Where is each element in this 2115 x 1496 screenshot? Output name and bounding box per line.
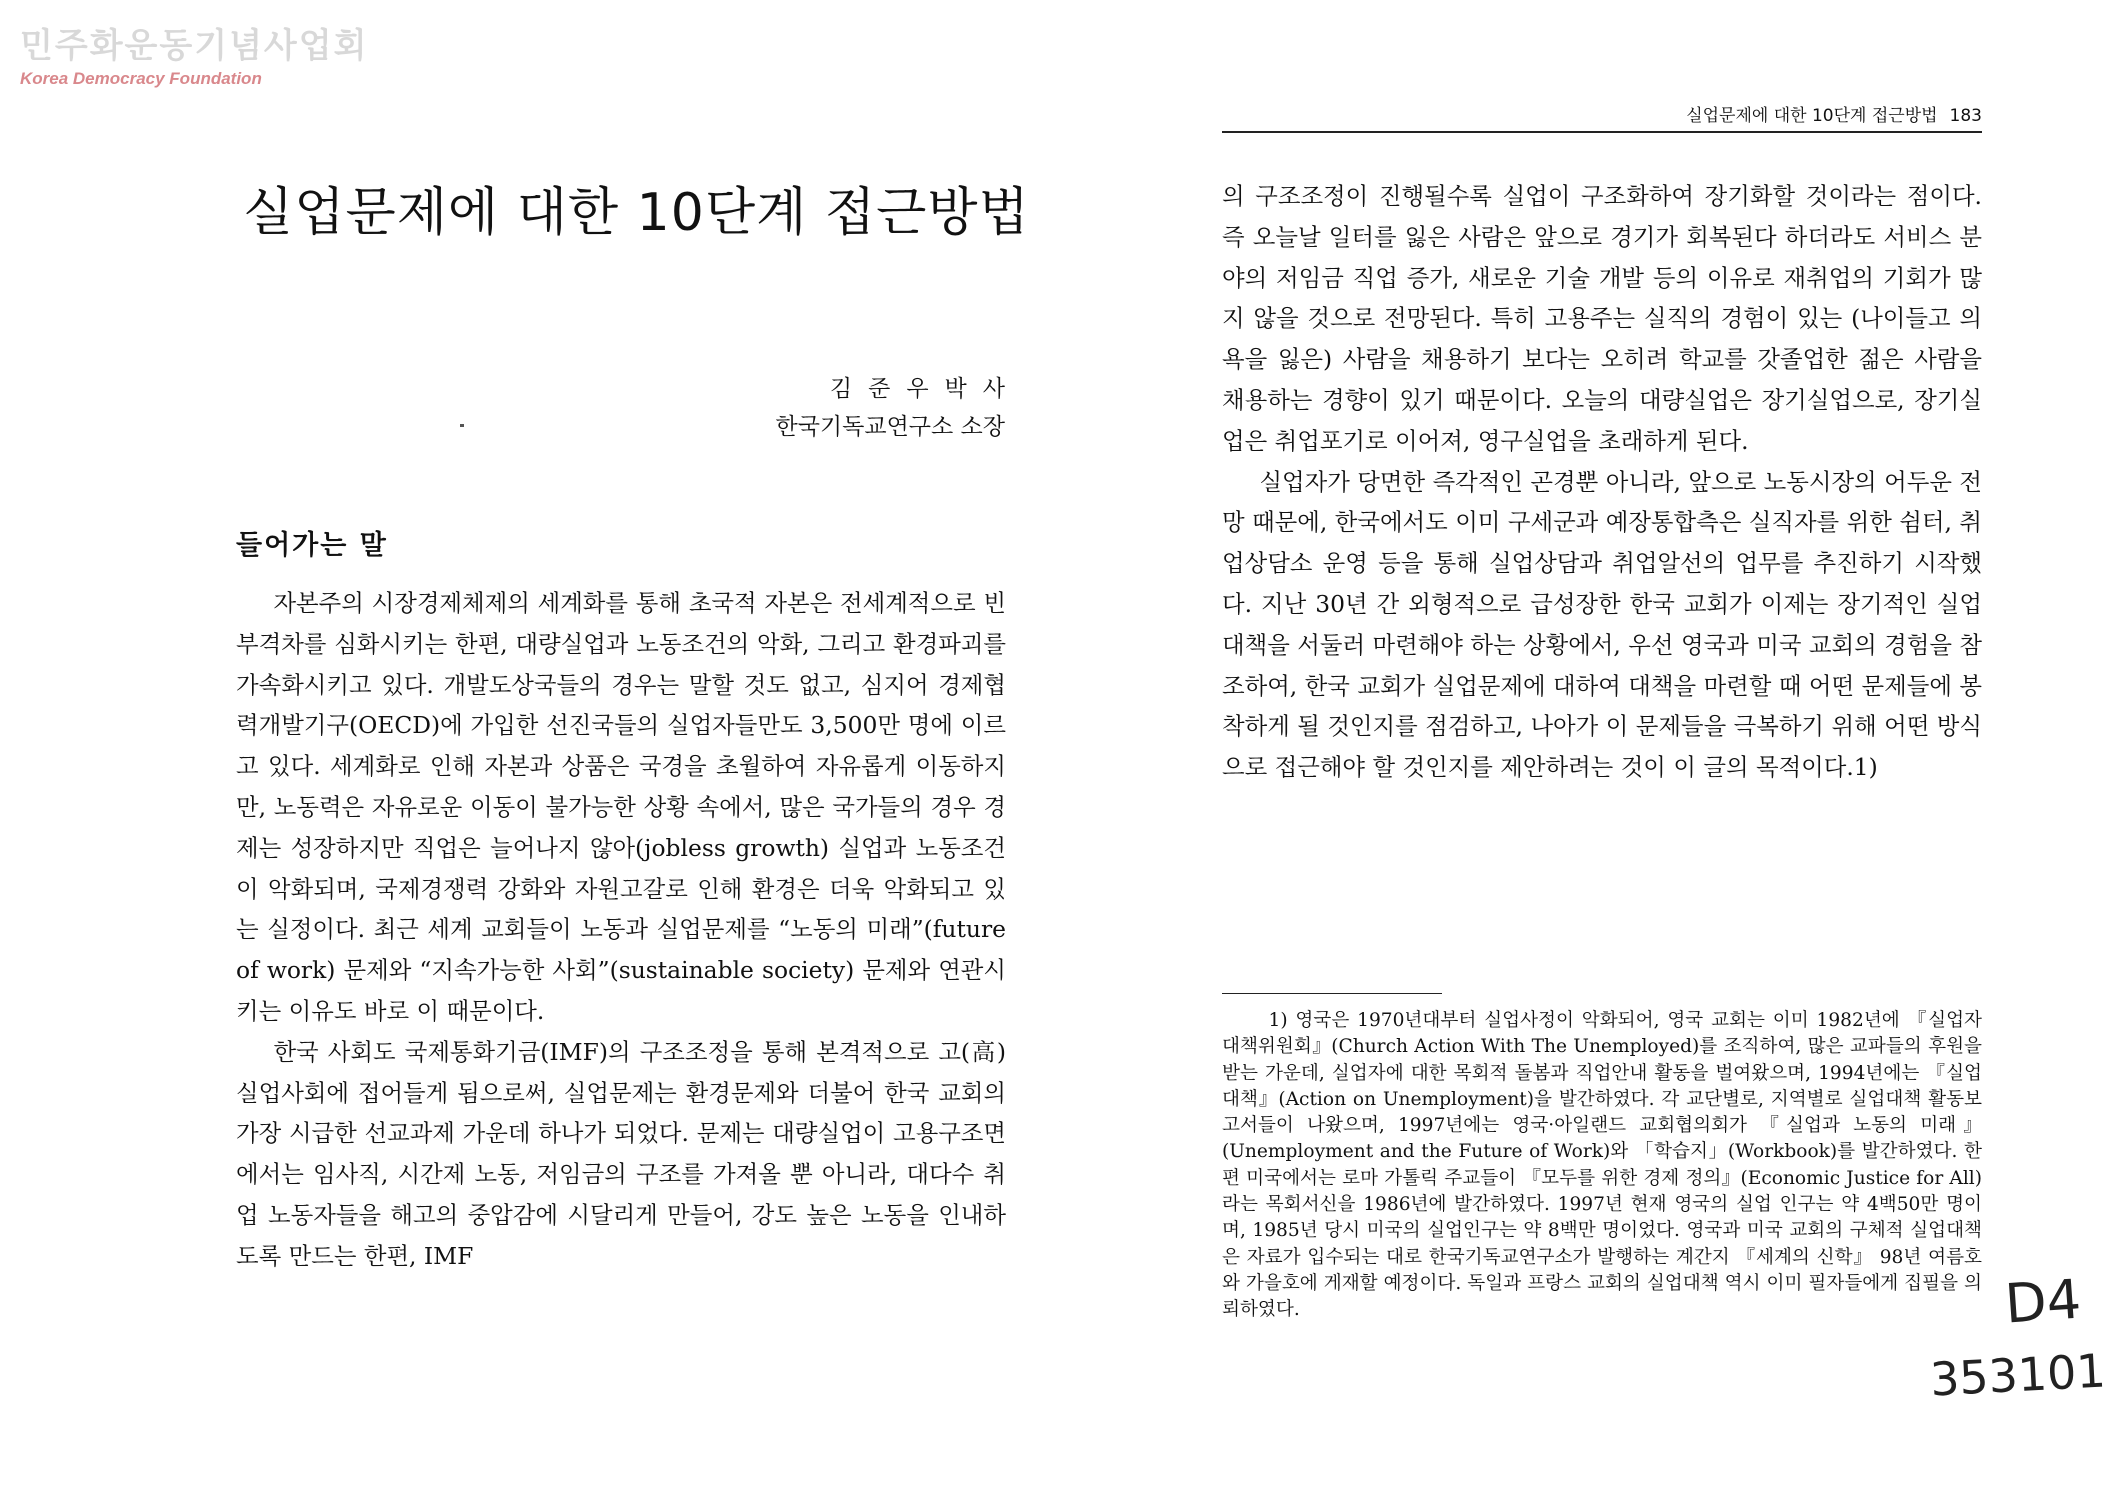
body-paragraph: 의 구조조정이 진행될수록 실업이 구조화하여 장기화할 것이라는 점이다. 즉 오늘날 일터를 잃은 사람은 앞으로 경기가 회복된다 하더라도 서비스 분야의 저임금 직업 증가, 새로운 기술 개발 등의 이유로 재취업의 기회가 많지 않을 것으로 전망된다. 특히 고용주는 실직의 경험이 있는 (나이들고 의욕을 잃은) 사람을 채용하기 보다는 오히려 학교를 갓졸업한 젊은 사람을 채용하는 경향이 있기 때문이다. 오늘의 대량실업은 장기실업으로, 장기실업은 취업포기로 이어져, 영구실업을 초래하게 된다. <box>1222 182 1982 455</box>
handwritten-number: 353101 <box>1928 1343 2107 1407</box>
author-block <box>775 370 1021 446</box>
section-heading: 들어가는 말 <box>236 530 388 561</box>
article-title: 실업문제에 대한 10단계 접근방법 <box>243 183 1030 243</box>
page-number: 183 <box>1949 106 1982 126</box>
watermark-logo <box>20 18 368 89</box>
watermark-english: Korea Democracy Foundation <box>20 69 262 88</box>
left-column <box>236 583 1006 1277</box>
footnote: 1) 영국은 1970년대부터 실업사정이 악화되어, 영국 교회는 이미 1982년에 『실업자 대책위원회』(Church Action With The Unemployed)를 조직하여, 많은 교파들의 후원을 받는 가운데, 실업자에 대한 목회적 돌봄과 직업안내 활동을 벌여왔으며, 1994년에는 『실업대책』(Action on Unemployment)을 발간하였다. 각 교단별로, 지역별로 실업대책 활동보고서들이 나왔으며, 1997년에는 영국·아일랜드 교회협의회가 『실업과 노동의 미래』(Unemployment and the Future of Work)와 「학습지」(Workbook)를 발간하였다. 한편 미국에서는 로마 가톨릭 주교들이 『모두를 위한 경제 정의』(Economic Justice for All)라는 목회서신을 1986년에 발간하였다. 1997년 현재 영국의 실업 인구는 약 4백50만 명이며, 1985년 당시 미국의 실업인구는 약 8백만 명이었다. 영국과 미국 교회의 구체적 실업대책은 자료가 입수되는 대로 한국기독교연구소가 발행하는 계간지 『세계의 신학』 98년 여름호와 가을호에 게재할 예정이다. 독일과 프랑스 교회의 실업대책 역시 이미 필자들에게 집필을 의뢰하였다. <box>1222 1010 1982 1321</box>
body-paragraph: 한국 사회도 국제통화기금(IMF)의 구조조정을 통해 본격적으로 고(高)실업사회에 접어들게 됨으로써, 실업문제는 환경문제와 더불어 한국 교회의 가장 시급한 선교과제 가운데 하나가 되었다. 문제는 대량실업이 고용구조면에서는 임사직, 시간제 노동, 저임금의 구조를 가져올 뿐 아니라, 대다수 취업 노동자들을 해고의 중압감에 시달리게 만들어, 강도 높은 노동을 인내하도록 만드는 한편, IMF <box>236 1037 1006 1270</box>
stray-mark <box>460 424 464 427</box>
author-name: 김준우박사 <box>829 376 1021 402</box>
handwritten-mark: D4 <box>2002 1267 2084 1336</box>
body-paragraph: 자본주의 시장경제체제의 세계화를 통해 초국적 자본은 전세계적으로 빈부격차를 심화시키는 한편, 대량실업과 노동조건의 악화, 그리고 환경파괴를 가속화시키고 있다. 개발도상국들의 경우는 말할 것도 없고, 심지어 경제협력개발기구(OECD)에 가입한 선진국들의 실업자들만도 3,500만 명에 이르고 있다. 세계화로 인해 자본과 상품은 국경을 초월하여 자유롭게 이동하지만, 노동력은 자유로운 이동이 불가능한 상황 속에서, 많은 국가들의 경우 경제는 성장하지만 직업은 늘어나지 않아(jobless growth) 실업과 노동조건이 악화되며, 국제경쟁력 강화와 자원고갈로 인해 환경은 더욱 악화되고 있는 실정이다. 최근 세계 교회들이 노동과 실업문제를 “노동의 미래”(future of work) 문제와 “지속가능한 사회”(sustainable society) 문제와 연관시키는 이유도 바로 이 때문이다. <box>236 589 1006 1025</box>
author-affiliation: 한국기독교연구소 소장 <box>775 414 1005 440</box>
body-paragraph: 실업자가 당면한 즉각적인 곤경뿐 아니라, 앞으로 노동시장의 어두운 전망 때문에, 한국에서도 이미 구세군과 예장통합측은 실직자를 위한 쉼터, 취업상담소 운영 등을 통해 실업상담과 취업알선의 업무를 추진하기 시작했다. 지난 30년 간 외형적으로 급성장한 한국 교회가 이제는 장기적인 실업대책을 서둘러 마련해야 하는 상황에서, 우선 영국과 미국 교회의 경험을 참조하여, 한국 교회가 실업문제에 대하여 대책을 마련할 때 어떤 문제들에 봉착하게 될 것인지를 점검하고, 나아가 이 문제들을 극복하기 위해 어떤 방식으로 접근해야 할 것인지를 제안하려는 것이 이 글의 목적이다.1) <box>1222 467 1982 782</box>
footnote-divider <box>1222 993 1442 994</box>
running-header <box>1222 95 1982 133</box>
running-title: 실업문제에 대한 10단계 접근방법 <box>1686 106 1938 126</box>
right-column <box>1222 176 1982 788</box>
watermark-korean: 민주화운동기념사업회 <box>20 26 369 66</box>
